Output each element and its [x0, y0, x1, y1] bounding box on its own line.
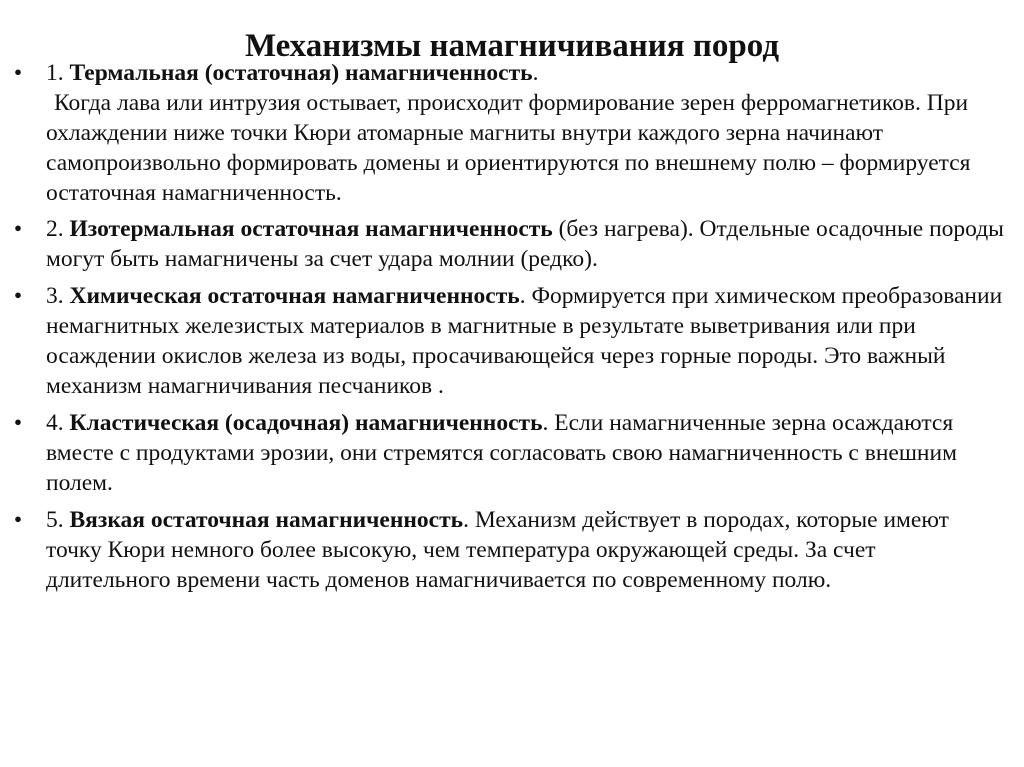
bullet-icon: • [13, 410, 23, 436]
list-item [0, 214, 1024, 274]
item-text: . [532, 60, 539, 86]
slide-title: Механизмы намагничивания пород [244, 28, 780, 64]
item-heading: Химическая остаточная намагниченность [69, 283, 520, 309]
bullet-icon: • [13, 507, 23, 533]
item-text: . Формируется при химическом преобразовании немагнитных железистых материалов в магнитные в результате выветривания или при осаждении окислов железа из воды, просачивающейся через горные породы. Это важный механизм намагничивания песчаников . [46, 283, 1003, 399]
bullet-list [0, 58, 1024, 602]
item-text: . Механизм действует в породах, которые имеют точку Кюри немного более высокую, чем температура окружающей среды. За счет длительного времени часть доменов намагничивается по современному полю. [46, 507, 949, 593]
item-text: (без нагрева). Отдельные осадочные породы могут быть намагничены за счет удара молнии (редко). [46, 216, 1004, 272]
item-number: 5. [46, 507, 70, 533]
item-text: . Если намагниченные зерна осаждаются вместе с продуктами эрозии, они стремятся согласовать свою намагниченность с внешним полем. [46, 410, 957, 496]
list-item [0, 408, 1024, 498]
list-item [0, 58, 1024, 208]
item-paragraph: Когда лава или интрузия остывает, происходит формирование зерен ферромагнетиков. При охлаждении ниже точки Кюри атомарные магниты внутри каждого зерна начинают самопроизвольно формировать домены и ориентируются по внешнему полю – формируется остаточная намагниченность. [46, 90, 971, 206]
item-number: 2. [46, 216, 70, 242]
bullet-icon: • [13, 60, 23, 86]
list-item [0, 281, 1024, 401]
item-number: 4. [46, 410, 70, 436]
item-number: 1. [46, 60, 70, 86]
item-heading: Термальная (остаточная) намагниченность [69, 60, 533, 86]
item-heading: Кластическая (осадочная) намагниченность [69, 410, 543, 436]
item-heading: Вязкая остаточная намагниченность [69, 507, 464, 533]
item-number: 3. [46, 283, 70, 309]
list-item [0, 505, 1024, 595]
bullet-icon: • [13, 216, 23, 242]
item-heading: Изотермальная остаточная намагниченность [69, 216, 553, 242]
bullet-icon: • [13, 283, 23, 309]
